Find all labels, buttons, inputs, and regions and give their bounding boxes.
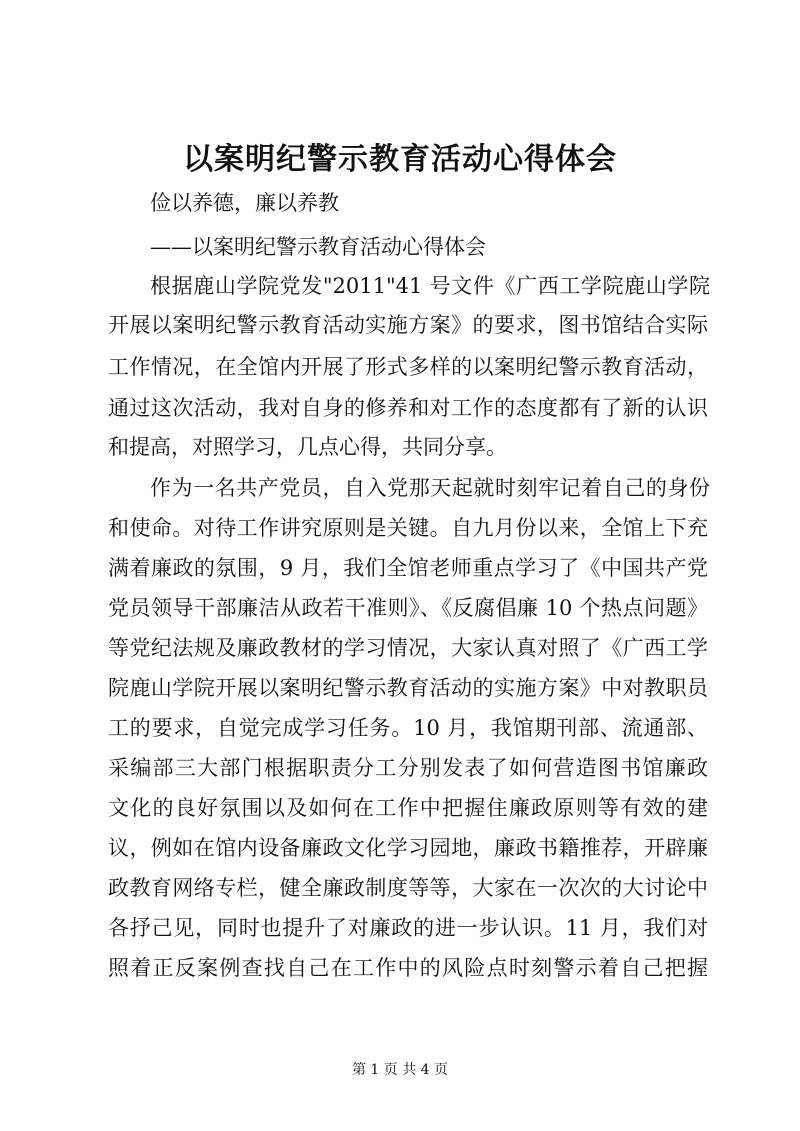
paragraph-line: 和使命。对待工作讲究原则是关键。自九月份以来，全馆上下充 [108,516,708,540]
paragraph-line: 院鹿山学院开展以案明纪警示教育活动的实施方案》中对教职员 [108,676,708,700]
paragraph-line: 党员领导干部廉洁从政若干准则》、《反腐倡廉 10 个热点问题》 [108,596,708,620]
paragraph-line: 各抒己见，同时也提升了对廉政的进一步认识。11 月，我们对 [108,916,708,940]
paragraph-line: 满着廉政的氛围，9 月，我们全馆老师重点学习了《中国共产党 [108,556,708,580]
paragraph-line: 开展以案明纪警示教育活动实施方案》的要求，图书馆结合实际 [108,313,708,337]
page-footer: 第 1 页 共 4 页 [351,1062,449,1078]
paragraph-line: 照着正反案例查找自己在工作中的风险点时刻警示着自己把握 [108,956,708,980]
paragraph-line: 根据鹿山学院党发"2011"41 号文件《广西工学院鹿山学院 [150,274,710,298]
paragraph-line: 议，例如在馆内设备廉政文化学习园地，廉政书籍推荐，开辟廉 [108,836,708,860]
paragraph-line: 作为一名共产党员，自入党那天起就时刻牢记着自己的身份 [150,476,710,500]
paragraph-line: 工的要求，自觉完成学习任务。10 月，我馆期刊部、流通部、 [108,716,708,740]
document-title: 以案明纪警示教育活动心得体会 [183,142,617,177]
paragraph-line: 工作情况，在全馆内开展了形式多样的以案明纪警示教育活动， [108,355,708,379]
subtitle-line: ——以案明纪警示教育活动心得体会 [150,235,486,259]
paragraph-line: 和提高，对照学习，几点心得，共同分享。 [108,435,507,459]
paragraph-line: 采编部三大部门根据职责分工分别发表了如何营造图书馆廉政 [108,756,708,780]
paragraph-line: 文化的良好氛围以及如何在工作中把握住廉政原则等有效的建 [108,796,708,820]
paragraph-line: 政教育网络专栏，健全廉政制度等等，大家在一次次的大讨论中 [108,876,708,900]
paragraph-line: 等党纪法规及廉政教材的学习情况，大家认真对照了《广西工学 [108,636,708,660]
subtitle-line: 俭以养德，廉以养教 [150,191,339,215]
paragraph-line: 通过这次活动，我对自身的修养和对工作的态度都有了新的认识 [108,396,708,420]
